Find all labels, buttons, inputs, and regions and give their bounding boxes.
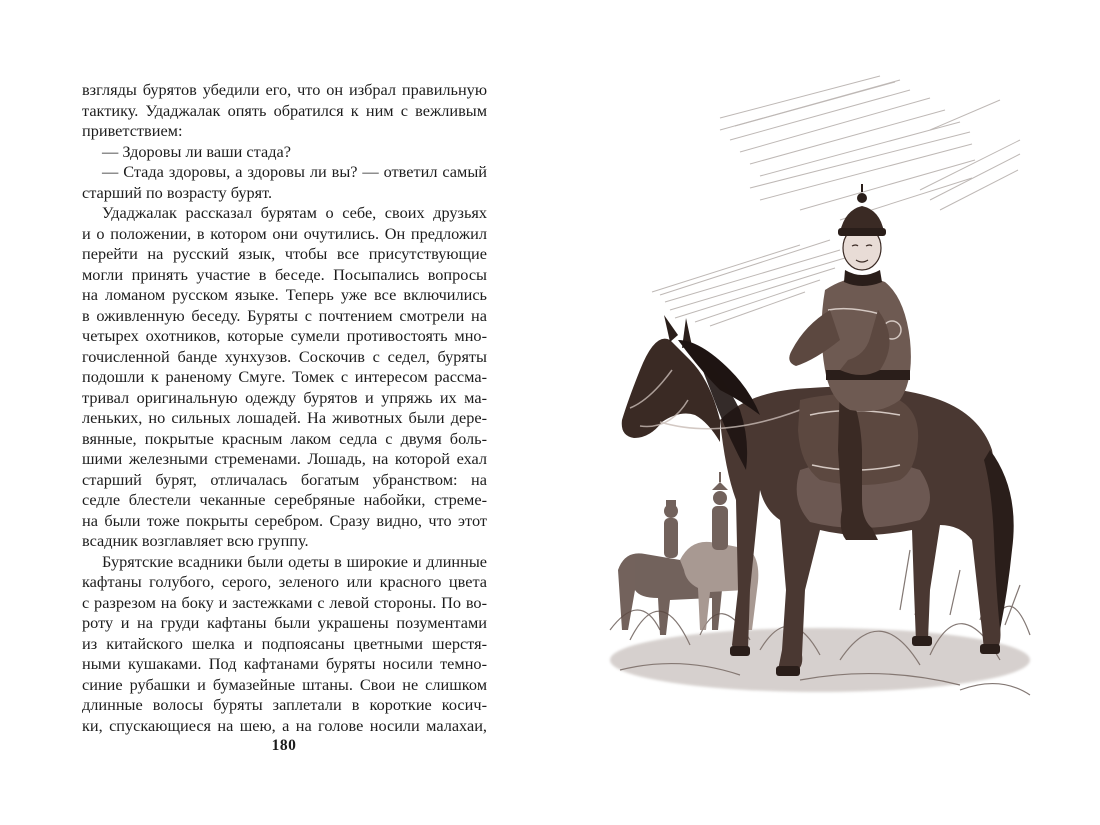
text-line: роту и на груди кафтаны были украшены позументами [82, 613, 487, 632]
text-line: старший по возрасту бурят. [82, 182, 273, 202]
text-line: вянные, покрытые красным лаком седла с двумя боль- [82, 428, 487, 448]
text-line: на ломаном русском языке. Теперь уже все включились [82, 285, 487, 304]
text-column [82, 80, 487, 736]
text-line: могли принять участие в беседе. Посыпались вопросы [82, 264, 487, 284]
text-line: четырех охотников, которые сумели противостоять мно- [82, 326, 487, 345]
text-line: — Стада здоровы, а здоровы ли вы? — ответил самый [102, 162, 487, 181]
page-number: 180 [271, 737, 297, 754]
text-line: Удаджалак рассказал бурятам о себе, своих друзьях [102, 203, 487, 222]
text-line: подошли к раненому Смуге. Томек с интересом рассма- [82, 367, 487, 386]
text-line: перейти на русский язык, чтобы все присутствующие [82, 244, 487, 263]
text-line: шими железными стременами. Лошадь, на которой ехал [82, 449, 487, 468]
text-line: длинные волосы буряты заплетали в короткие косич- [82, 695, 487, 714]
text-line: приветствием: [82, 121, 183, 140]
text-line: ными кушаками. Под кафтанами буряты носили темно- [82, 654, 487, 673]
text-line: Бурятские всадники были одеты в широкие и длинные [102, 551, 487, 571]
text-line: в оживленную беседу. Буряты с почтением смотрели на [82, 305, 487, 325]
text-line: взгляды бурятов убедили его, что он избрал правильную [82, 80, 487, 99]
horseman-illustration [600, 70, 1040, 730]
text-line: ки, спускающиеся на шею, а на голове носили малахаи, [82, 715, 487, 735]
text-line: старший бурят, отличалась богатым убранством: на [82, 469, 487, 489]
text-line: синие рубашки и бумазейные штаны. Свои не слишком [82, 674, 487, 694]
text-line: тактику. Удаджалак опять обратился к ним с вежливым [82, 100, 487, 120]
text-line: тривал оригинальную одежду бурятов и упряжь их ма- [82, 387, 487, 407]
text-line: леньких, но сильных лошадей. На животных были дере- [82, 408, 487, 427]
ground-wash [610, 628, 1030, 692]
main-horse [622, 315, 1014, 676]
text-line: седле блестели чеканные серебряные набойки, стреме- [82, 490, 487, 509]
text-line: кафтаны голубого, серого, зеленого или красного цвета [82, 572, 487, 591]
text-line: с разрезом на боку и застежками с левой стороны. По во- [82, 592, 487, 612]
text-line: всадник возглавляет всю группу. [82, 531, 309, 550]
text-line: гочисленной банде хунхузов. Соскочив с седел, буряты [82, 346, 487, 366]
text-line: на были тоже покрыты серебром. Сразу видно, что этот [82, 510, 487, 530]
text-line: из китайского шелка и подпоясаны цветными шерстя- [82, 633, 487, 653]
text-line: — Здоровы ли ваши стада? [102, 141, 291, 161]
text-line: и о положении, в котором они очутились. Он предложил [82, 223, 487, 243]
